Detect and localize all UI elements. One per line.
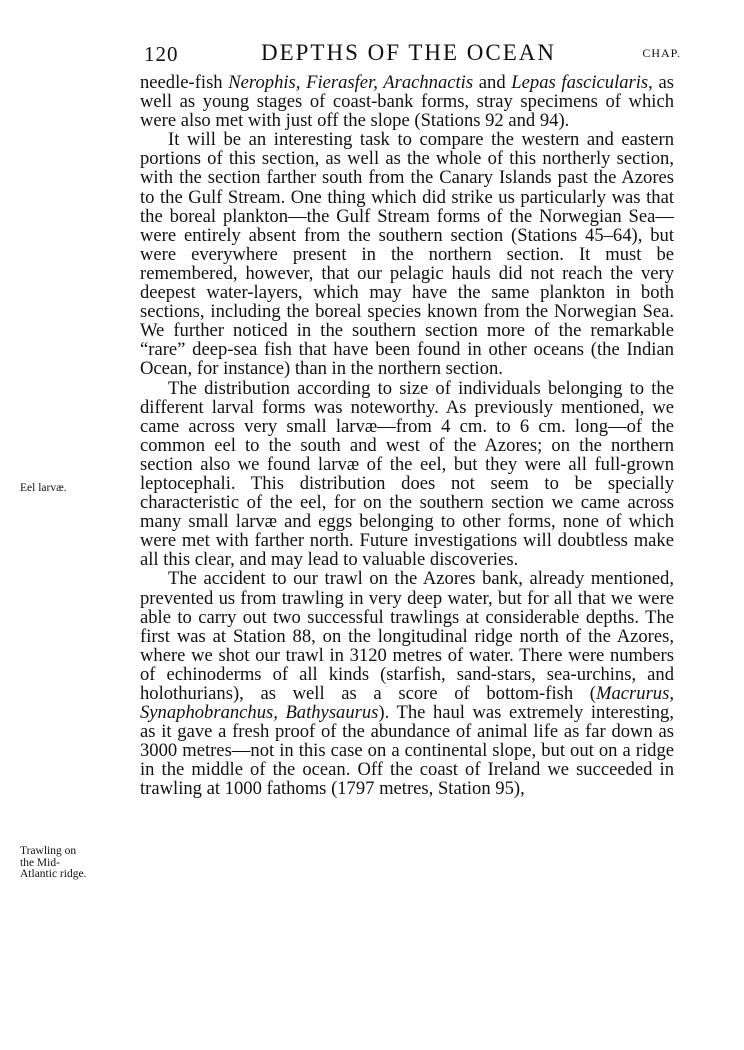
margin-note-line: Trawling on (20, 845, 77, 857)
text-span: as well as young stages of coast-bank forms, stray specimens of which were also met with just off the slope (Stations 92 and 94). (140, 72, 674, 132)
paragraph-4 (140, 569, 674, 798)
paragraph-2: It will be an interesting task to compare the western and eastern portions of this section, as well as the whole of this northerly section, with the section farther south from the Canary Islands past the Azores to the Gulf Stream. One thing which did strike us particularly was that the boreal plankton—the Gulf Stream forms of the Norwegian Sea—were entirely absent from the southern section (Stations 45–64), but were everywhere present in the northern section. It must be remembered, however, that our pelagic hauls did not reach the very deepest water-layers, which may have the same plankton in both sections, including the boreal species known from the Norwegian Sea. We further noticed in the southern section more of the remarkable “rare” deep-sea fish that have been found in other oceans (the Indian Ocean, for instance) than in the northern section. (140, 129, 674, 380)
margin-note-line: the Mid- (20, 856, 60, 869)
page-header (136, 40, 681, 70)
body-text (140, 73, 674, 799)
text-span: ). The haul was extremely interesting, as it gave a fresh proof of the abundance of animal life as far down as 3000 metres—not in this case on a continental slope, but out on a ridge in the middle of the ocean. Off the coast of Ireland we succeeded in trawling at 1000 fathoms (1797 metres, Station 95), (140, 702, 674, 800)
species-names: Macrurus, Synaphobranchus, Bathysaurus (140, 683, 674, 724)
margin-note-trawling (20, 846, 120, 881)
margin-note-eel-larvae (20, 483, 120, 495)
running-title: DEPTHS OF THE OCEAN (260, 40, 557, 65)
species-name: Lepas fascicularis, (511, 72, 653, 93)
margin-note-text: Eel larvæ. (20, 482, 67, 494)
text-span: needle-fish (140, 72, 229, 93)
species-names: Nerophis, Fierasfer, Arachnactis (228, 72, 474, 93)
paragraph-1 (140, 73, 674, 130)
margin-note-line: Atlantic ridge. (20, 868, 87, 880)
chapter-label: CHAP. (642, 46, 681, 60)
text-span: The accident to our trawl on the Azores bank, already mentioned, prevented us from trawling in very deep water, but for all that we were able to carry out two successful trawlings at considerable depths. The first was at Station 88, on the longitudinal ridge north of the Azores, where we shot our trawl in 3120 metres of water. There were numbers of echinoderms of all kinds (starfish, sand-stars, sea-urchins, and holothurians), as well as a score of bottom-fish ( (140, 568, 674, 704)
page-number: 120 (144, 42, 179, 66)
text-span: and (473, 72, 512, 93)
paragraph-3: The distribution according to size of individuals belonging to the different larval forms was noteworthy. As previously mentioned, we came across very small larvæ—from 4 cm. to 6 cm. long—of the common eel to the south and west of the Azores; on the northern section also we found larvæ of the eel, but they were all full-grown leptocephali. This distribution does not seem to be specially characteristic of the eel, for on the southern section we came across many small larvæ and eggs belonging to other forms, none of which were met with farther north. Future investigations will doubtless make all this clear, and may lead to valuable discoveries. (140, 377, 674, 571)
